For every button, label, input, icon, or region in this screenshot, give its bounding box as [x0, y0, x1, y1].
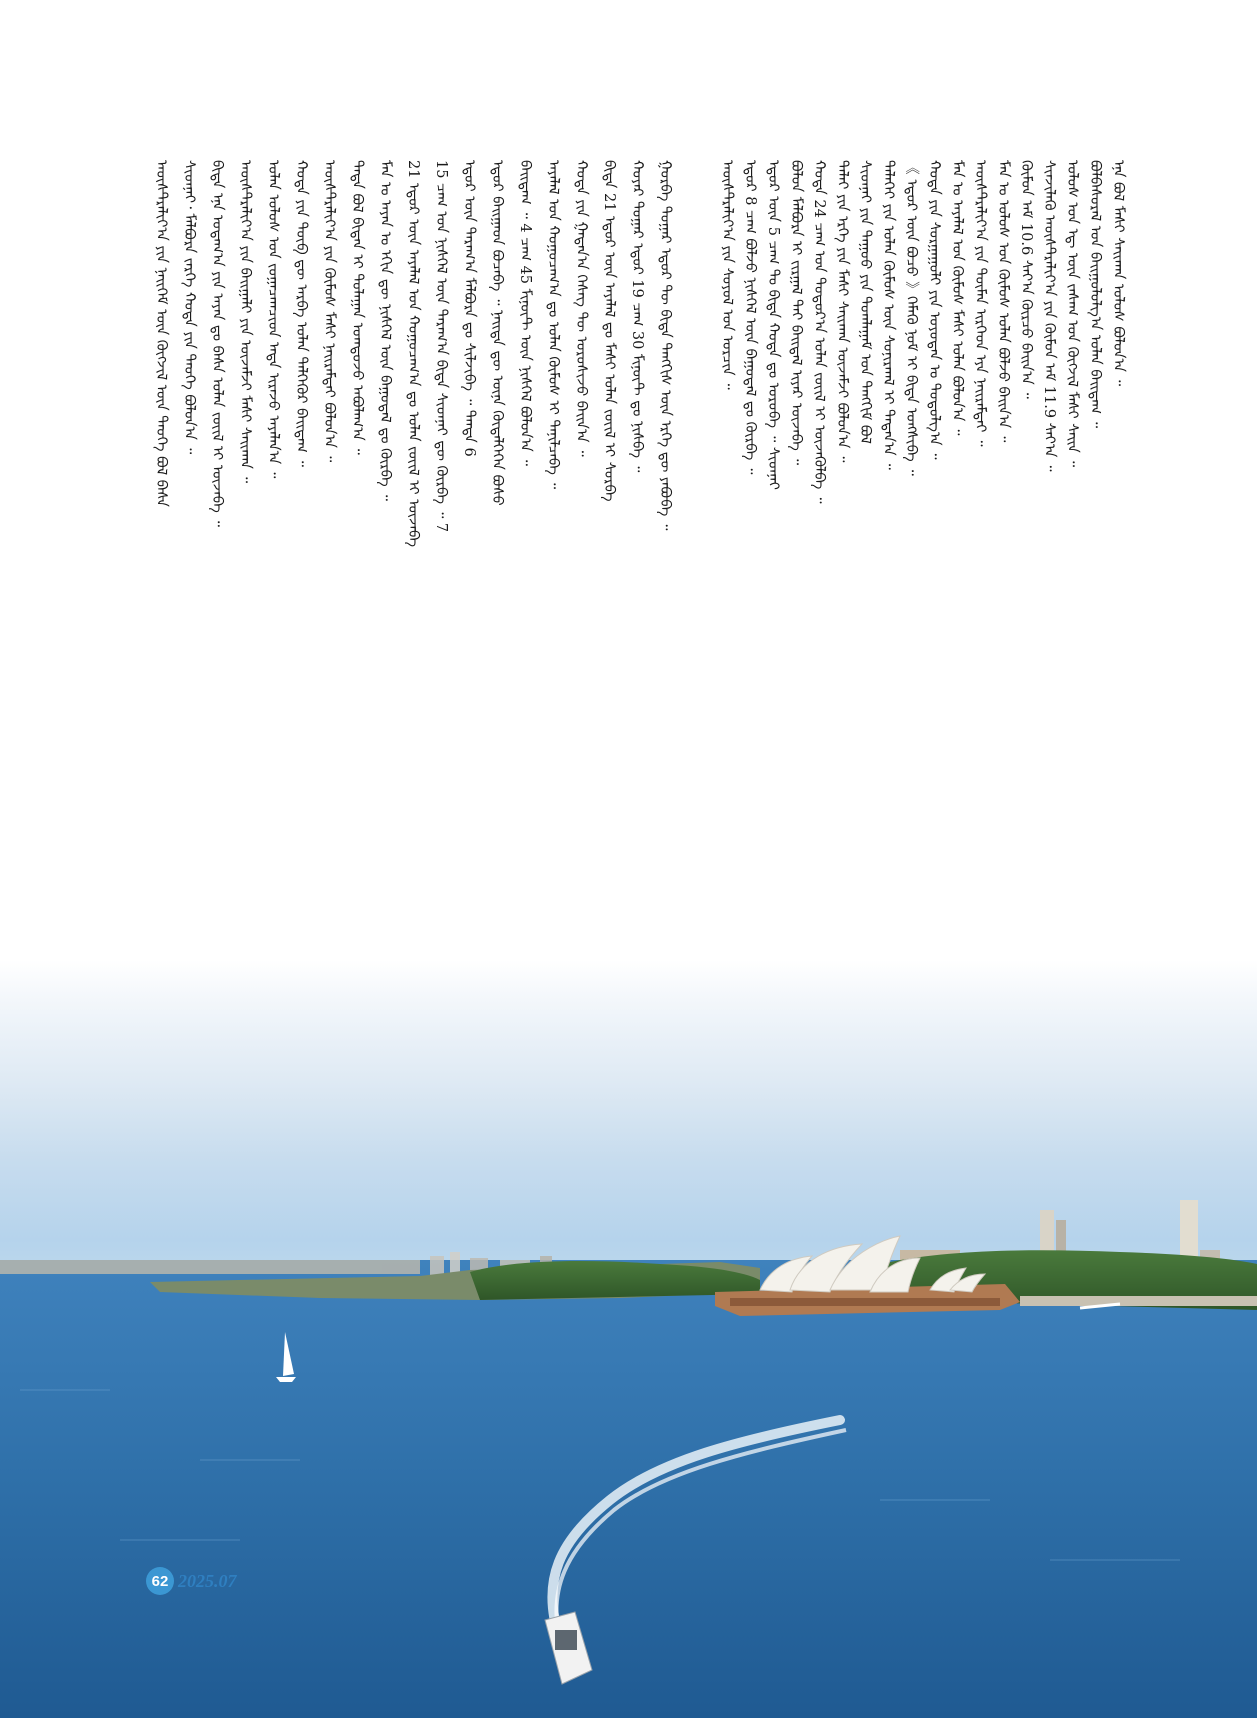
- text-column: ᠳᠠᠯᠠᠢ ᠶᠢᠨ ᠡᠷᠭᠡ ᠶᠢᠨ ᠮᠠᠰᠢ ᠰᠠᠢᠬᠠᠨ ᠦᠵᠡᠮᠵᠢ ᠪᠣᠯᠤᠨ᠎ᠠ ᠃: [834, 160, 850, 463]
- text-column: ᠬᠣᠲᠠ 24 ᠴᠠᠭ ᠤᠨ ᠳᠣᠲᠣᠷ᠎ᠠ ᠣᠯᠠᠨ ᠵᠦᠢᠯ ᠢ ᠦᠵᠡᠭᠦᠯᠪᠡ ᠃: [811, 160, 827, 504]
- text-column: ᠪᠠᠢᠳᠠᠭ ᠃ 4 ᠴᠠᠭ 45 ᠮᠢᠨᠦ᠋ᠲ ᠦᠨ ᠨᠢᠰᠬᠡᠯ ᠪᠣᠯᠤᠨ᠎ᠠ ᠃: [517, 160, 533, 466]
- text-column: 21 ᠡᠳᠦᠷ ᠦᠨ ᠠᠶᠠᠯᠠᠯ ᠤᠨ ᠬᠤᠭᠤᠴᠠᠭ᠎ᠠ ᠳᠤ ᠣᠯᠠᠨ ᠵᠦᠢᠯ ᠢ ᠦᠵᠡᠪᠡ: [405, 160, 421, 548]
- left-text-block: [150, 160, 690, 600]
- text-column: ᠡᠳᠦᠷ ᠦᠨ 5 ᠴᠠᠭ ᠲᠤ ᠪᠢᠳᠡ ᠬᠣᠲᠠ ᠳᠤ ᠣᠷᠣᠪᠠ ᠃ ᠰᠢᠳᠨᠡᠢ: [765, 160, 781, 490]
- text-column: ᠪᠣᠯᠤᠨ ᠮᠡᠯᠪᠣᠷᠨ ᠢ ᠵᠢᠷᠭᠠᠯ ᠲᠠᠢ ᠪᠠᠢᠳᠠᠯ ᠢᠶᠠᠷ ᠦᠵᠡᠪᠡ ᠃: [788, 160, 804, 465]
- text-column: ᠰᠢᠳᠨᠡᠢ᠂ ᠮᠡᠯᠪᠣᠷᠨ ᠵᠡᠷᠭᠡ ᠬᠣᠲᠠ ᠶᠢᠨ ᠲᠡᠦᠬᠡ ᠪᠣᠯᠤᠨ᠎ᠠ ᠃: [181, 160, 197, 455]
- text-column: ᠠᠦ᠋ᠰᠲ᠋ᠷᠠᠯᠢᠶ᠎ᠠ ᠶᠢᠨ ᠨᠡᠢᠭᠡᠮ ᠦᠨ ᠬᠥᠭᠵᠢᠯ ᠦᠨ ᠲᠡᠦᠬᠡ ᠪᠣᠯ ᠪᠠᠰᠠ: [153, 160, 169, 507]
- text-column: ᠡᠨᠡ ᠪᠣᠯ ᠮᠠᠰᠢ ᠰᠠᠢᠬᠠᠨ ᠤᠯᠤᠰ ᠪᠣᠯᠤᠨ᠎ᠠ ᠃: [1110, 160, 1126, 387]
- text-column: ᠡᠳᠦᠷ 8 ᠴᠠᠭ ᠪᠣᠯᠵᠤ ᠨᠢᠰᠬᠡᠯ ᠦᠨ ᠪᠠᠭᠤᠳᠠᠯ ᠳᠤ ᠬᠦᠷᠪᠡ ᠃: [742, 160, 758, 475]
- text-column: ᠪᠢᠳᠡ ᠡᠨᠡ ᠤᠳᠠᠭ᠎ᠠ ᠶᠢᠨ ᠠᠶᠠᠨ ᠳᠤ ᠪᠠᠰᠠ ᠣᠯᠠᠨ ᠵᠦᠢᠯ ᠢ ᠦᠵᠡᠪᠡ ᠃: [209, 160, 225, 527]
- right-text-block: [716, 160, 1126, 600]
- text-column: ᠬᠣᠲᠠ ᠶᠢᠨ ᠲᠥᠪ ᠳᠦ ᠠᠷᠪᠠ ᠣᠯᠠᠨ ᠳᠡᠯᠭᠡᠭᠦᠷ ᠪᠠᠢᠳᠠᠭ ᠃: [293, 160, 309, 467]
- text-column: ᠠᠦ᠋ᠰᠲ᠋ᠷᠠᠯᠢᠶ᠎ᠠ ᠶᠢᠨ ᠲᠦᠮᠡᠨ ᠢᠷᠭᠡᠳ ᠡᠶᠡ ᠨᠠᠢᠷᠠᠮᠳᠠᠢ ᠃: [972, 160, 988, 447]
- text-column: ᠳᠡᠯᠡᠬᠡᠢ ᠶᠢᠨ ᠣᠯᠠᠨ ᠬᠥᠮᠦᠰ ᠦᠨ ᠰᠣᠨᠢᠷᠬᠠᠯ ᠢ ᠲᠠᠲᠠᠨ᠎ᠠ ᠃: [880, 160, 896, 470]
- text-column: ᠲᠡᠳᠡ ᠪᠣᠯ ᠪᠢᠳᠡᠨ ᠢ ᠳᠤᠯᠠᠭᠠᠨ ᠤᠭᠲᠤᠵᠤ ᠠᠪᠤᠯᠠᠭ᠎ᠠ ᠃: [349, 160, 365, 455]
- text-column: ᠰᠢᠨᠵᠢᠯᠡᠬᠦ ᠠᠦ᠋ᠰᠲ᠋ᠷᠠᠯᠢᠶ᠎ᠠ ᠶᠢᠨ ᠬᠦᠮᠦᠨ ᠠᠮ 11.9 ᠰᠠᠶ᠎ᠠ ᠃: [1041, 160, 1057, 472]
- text-column: ᠤᠯᠤᠰ ᠤᠨ ᠡᠳ᠋ ᠦᠨ ᠵᠠᠰᠠᠭ ᠤᠨ ᠬᠥᠭᠵᠢᠯ ᠮᠠᠰᠢ ᠰᠠᠢᠨ ᠃: [1064, 160, 1080, 468]
- harbour-photo: [0, 1240, 1257, 1718]
- page-folio: [146, 1566, 237, 1596]
- text-column: ᠬᠣᠲᠠ ᠶᠢᠨ ᠭᠠᠳᠠᠨ᠎ᠠ ᠬᠡᠰᠡᠭ ᠲᠦ ᠣᠷᠣᠰᠢᠵᠤ ᠪᠠᠢᠨ᠎ᠠ ᠃: [573, 160, 589, 457]
- text-column: ᠠᠶᠠᠯᠠᠯ ᠤᠨ ᠬᠤᠭᠤᠴᠠᠭ᠎ᠠ ᠳᠤ ᠣᠯᠠᠨ ᠬᠦᠮᠦᠰ ᠢ ᠲᠠᠨᠢᠯᠴᠠᠪᠠ ᠃: [545, 160, 561, 490]
- text-column: ᠰᠢᠳᠨᠡᠢ ᠶᠢᠨ ᠳᠠᠭᠤᠤ ᠶᠢᠨ ᠲᠣᠭᠯᠠᠭᠠᠮ ᠤᠨ ᠲᠠᠩᠬᠢᠮ ᠪᠣᠯ: [857, 160, 873, 444]
- text-column: ᠬᠦᠮᠦᠨ ᠠᠮ 10.6 ᠰᠠᠶ᠎ᠠ ᠬᠦᠷᠴᠦ ᠪᠠᠢᠨ᠎ᠠ ᠃: [1018, 160, 1034, 399]
- text-column: ᠬᠣᠶᠠᠷ ᠳᠤᠭᠠᠷ ᠡᠳᠦᠷ 19 ᠴᠠᠭ 30 ᠮᠢᠨᠦ᠋ᠲ ᠳᠤ ᠨᠢᠰᠪᠡ ᠃: [629, 160, 645, 473]
- text-column: ᠠᠦ᠋ᠰᠲ᠋ᠷᠠᠯᠢᠶ᠎ᠠ ᠶᠢᠨ ᠬᠦᠮᠦᠰ ᠮᠠᠰᠢ ᠨᠠᠢᠷᠠᠮᠳᠠᠢ ᠪᠣᠯᠤᠨ᠎ᠠ ᠃: [321, 160, 337, 463]
- text-column: ᠡᠳᠦᠷ ᠪᠠᠢᠭᠠᠳ ᠪᠤᠴᠠᠪᠠ ᠃ ᠨᠡᠢᠲᠡ ᠳᠦ ᠦᠨᠡ ᠬᠦᠳᠡᠯᠭᠡᠭᠡᠨ ᠪᠤᠰᠤ: [489, 160, 505, 506]
- text-column: ᠠᠦ᠋ᠰᠲ᠋ᠷᠠᠯᠢᠶ᠎ᠠ ᠶᠢᠨ ᠰᠣᠶᠣᠯ ᠤᠨ ᠣᠷᠴᠢᠨ ᠃: [719, 160, 735, 390]
- text-column: ᠡᠳᠦᠷ ᠦᠨ ᠳᠠᠷᠠᠭ᠎ᠠ ᠮᠡᠯᠪᠣᠷᠨ ᠳᠤ ᠰᠢᠯᠵᠢᠪᠡ ᠃ ᠲᠡᠨᠳᠡ 6: [461, 160, 477, 457]
- text-column: ᠪᠢᠳᠡ 21 ᠡᠳᠦᠷ ᠦᠨ ᠠᠶᠠᠯᠠᠯ ᠳᠤ ᠮᠠᠰᠢ ᠣᠯᠠᠨ ᠵᠦᠢᠯ ᠢ ᠰᠤᠷᠪᠠ: [601, 160, 617, 502]
- text-column: ᠮᠠᠨ ᠤ ᠠᠶᠠᠯᠠᠯ ᠤᠨ ᠬᠦᠮᠦᠰ ᠮᠠᠰᠢ ᠣᠯᠠᠨ ᠪᠣᠯᠤᠨ᠎ᠠ ᠃: [949, 160, 965, 436]
- text-column: ᠣᠯᠠᠨ ᠤᠯᠤᠰ ᠤᠨ ᠵᠤᠭᠠᠴᠠᠭᠴᠢᠳ ᠡᠨᠳᠡ ᠢᠷᠡᠵᠦ ᠠᠶᠠᠯᠠᠨ᠎ᠠ ᠃: [265, 160, 281, 479]
- text-column: 15 ᠴᠠᠭ ᠤᠨ ᠨᠢᠰᠬᠡᠯ ᠦᠨ ᠳᠠᠷᠠᠭ᠎ᠠ ᠪᠢᠳᠡ ᠰᠢᠳᠨᠡᠢ ᠳᠦ ᠬᠦᠷᠪᠡ ᠃ 7: [433, 160, 449, 533]
- text-column: ᠠᠦ᠋ᠰᠲ᠋ᠷᠠᠯᠢᠶ᠎ᠠ ᠶᠢᠨ ᠪᠠᠢᠭᠠᠯᠢ ᠶᠢᠨ ᠦᠵᠡᠮᠵᠢ ᠮᠠᠰᠢ ᠰᠠᠢᠬᠠᠨ ᠃: [237, 160, 253, 484]
- page-number: 62: [146, 1567, 174, 1595]
- text-column: ᠬᠣᠲᠠ ᠶᠢᠨ ᠰᠤᠷᠭᠠᠭᠤᠯᠢ ᠶᠢᠨ ᠣᠶᠣᠲᠠᠨ ᠤ ᠳᠤᠳᠤᠯᠭ᠎ᠠ ᠃: [926, 160, 942, 460]
- text-column: ᠮᠠᠨ ᠤ ᠤᠯᠤᠰ ᠤᠨ ᠬᠦᠮᠦᠰ ᠣᠯᠠᠨ ᠪᠣᠯᠵᠤ ᠪᠠᠢᠨ᠎ᠠ ᠃: [995, 160, 1011, 443]
- text-column: ᠮᠠᠨ ᠤ ᠠᠶᠠᠨ ᠤ ᠡᠬᠢᠨ ᠳᠦ ᠨᠢᠰᠬᠡᠯ ᠦᠨ ᠪᠠᠭᠤᠳᠠᠯ ᠳᠤ ᠬᠦᠷᠪᠡ ᠃: [377, 160, 393, 501]
- text-column: ᠪᠣᠯᠪᠠᠰᠤᠷᠠᠯ ᠤᠨ ᠪᠠᠢᠭᠤᠯᠤᠯᠭ᠎ᠠ ᠣᠯᠠᠨ ᠪᠠᠢᠳᠠᠭ ᠃: [1087, 160, 1103, 429]
- issue-date: 2025.07: [178, 1570, 237, 1591]
- text-column: ᠭᠤᠷᠪᠠ ᠳᠤᠭᠠᠷ ᠡᠳᠦᠷ ᠲᠦ ᠪᠢᠳᠡ ᠲᠡᠩᠭᠢᠰ ᠦᠨ ᠡᠷᠭᠡ ᠳᠦ ᠶᠠᠪᠤᠪᠠ ᠃: [657, 160, 673, 531]
- text-column: 《 ᠡᠳᠦᠷ ᠦᠨ ᠪᠣᠴᠣ 》ᠬᠡᠮᠡᠬᠦ ᠨᠣᠮ ᠢ ᠪᠢᠳᠡ ᠤᠩᠰᠢᠪᠠ ᠃: [903, 160, 919, 476]
